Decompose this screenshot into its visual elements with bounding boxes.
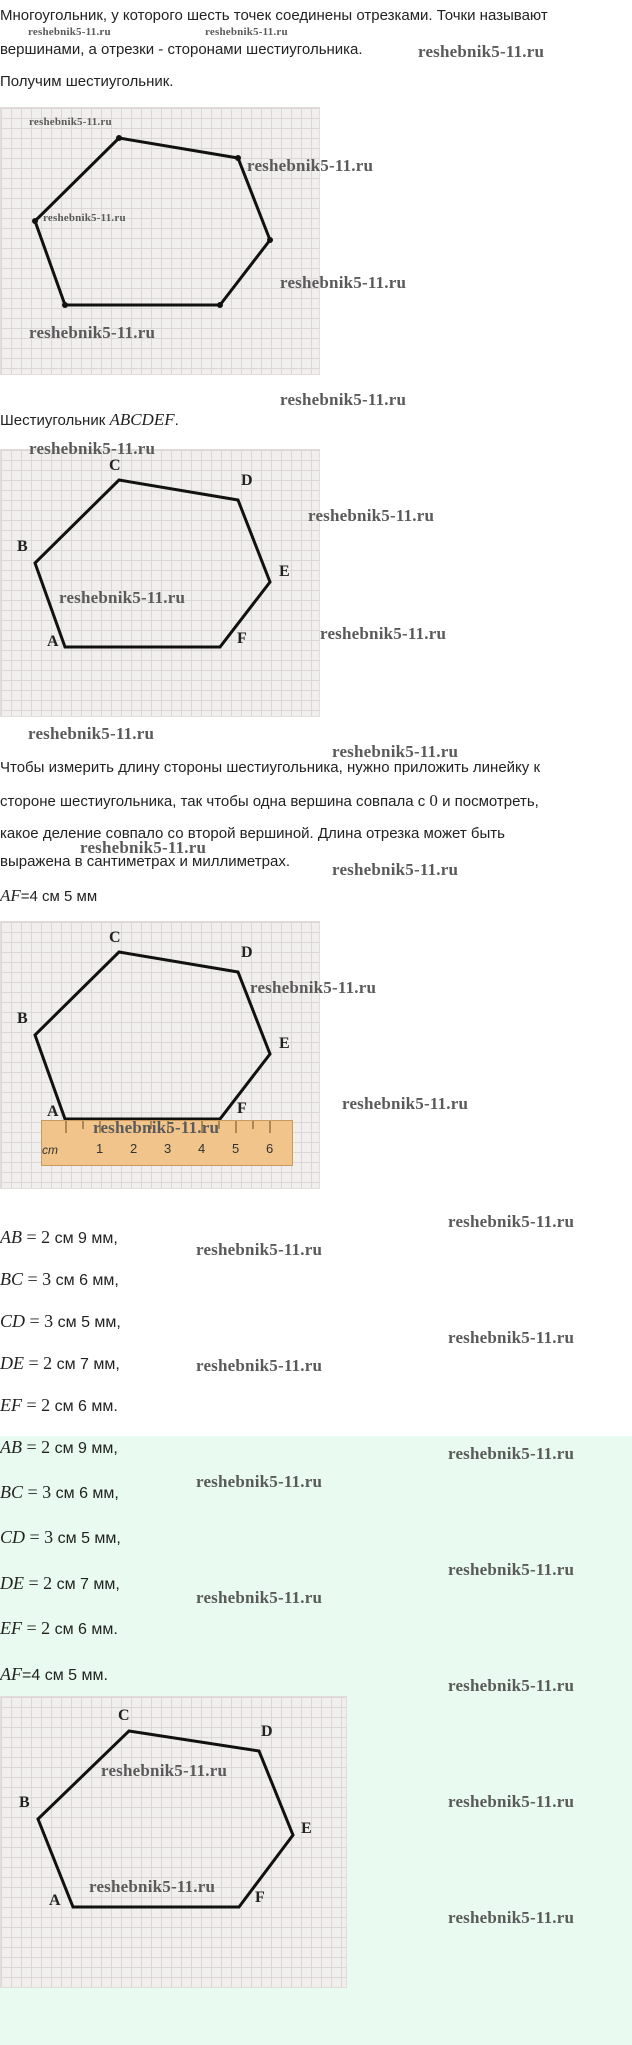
- segment-value: 2: [41, 1437, 51, 1457]
- hexagon-figure-answer: [0, 1696, 347, 1988]
- segment-name: AF: [0, 1664, 22, 1684]
- segment-unit: см 6 мм,: [51, 1485, 119, 1502]
- watermark: reshebnik5-11.ru: [59, 588, 186, 607]
- vertex-label-c: C: [109, 929, 121, 946]
- vertex-label-c: C: [118, 1707, 130, 1724]
- equals-sign: =: [25, 1527, 45, 1547]
- vertex-label-e: E: [279, 563, 290, 580]
- segment-unit: см 5 мм,: [53, 1314, 121, 1331]
- answer-row: [0, 1526, 121, 1550]
- segment-value: 2: [43, 1573, 53, 1593]
- watermark: reshebnik5-11.ru: [308, 506, 435, 525]
- segment-name: EF: [0, 1618, 22, 1638]
- watermark: reshebnik5-11.ru: [28, 26, 111, 38]
- segment-name: CD: [0, 1527, 26, 1547]
- measure-line-1: Чтобы измерить длину стороны шестиугольника, нужно приложить линейку к: [0, 759, 541, 776]
- equals-sign: =: [23, 1269, 43, 1289]
- vertex-label-e: E: [279, 1035, 290, 1052]
- watermark: reshebnik5-11.ru: [89, 1877, 216, 1896]
- watermark: reshebnik5-11.ru: [28, 724, 155, 743]
- measure-line-3: какое деление совпало со второй вершиной. Длина отрезка может быть: [0, 825, 505, 842]
- vertex-label-a: A: [47, 1103, 59, 1120]
- vertex-label-b: B: [17, 538, 28, 555]
- ruler-tick-label: 2: [130, 1141, 138, 1156]
- hexagon-drawing: [1, 1697, 346, 1987]
- measure-line-4: выражена в сантиметрах и миллиметрах.: [0, 853, 290, 870]
- watermark: reshebnik5-11.ru: [418, 42, 545, 61]
- vertex-label-d: D: [261, 1723, 273, 1740]
- ruler-tick-label: 3: [164, 1141, 172, 1156]
- segment-value: 3: [42, 1269, 52, 1289]
- result-row: [0, 1394, 118, 1418]
- ruler-tick-label: 4: [198, 1141, 206, 1156]
- vertex-label-a: A: [47, 633, 59, 650]
- segment-value: 3: [44, 1527, 54, 1547]
- watermark: reshebnik5-11.ru: [332, 742, 459, 761]
- answer-af-row: [0, 1663, 108, 1687]
- vertex-label-b: B: [17, 1010, 28, 1027]
- vertex-label-b: B: [19, 1794, 30, 1811]
- watermark: reshebnik5-11.ru: [205, 26, 288, 38]
- watermark: reshebnik5-11.ru: [342, 1094, 469, 1113]
- watermark: reshebnik5-11.ru: [196, 1240, 323, 1259]
- result-row: [0, 1352, 120, 1376]
- watermark: reshebnik5-11.ru: [247, 156, 374, 175]
- segment-name: DE: [0, 1573, 24, 1593]
- watermark: reshebnik5-11.ru: [448, 1212, 575, 1231]
- watermark: reshebnik5-11.ru: [332, 860, 459, 879]
- segment-name: AB: [0, 1437, 22, 1457]
- segment-value: 2: [41, 1395, 51, 1415]
- watermark: reshebnik5-11.ru: [101, 1761, 228, 1780]
- vertex-label-f: F: [237, 1100, 247, 1117]
- segment-unit: см 7 мм,: [52, 1576, 120, 1593]
- watermark: reshebnik5-11.ru: [448, 1444, 575, 1463]
- segment-name: BC: [0, 1269, 24, 1289]
- segment-unit: см 6 мм.: [50, 1398, 118, 1415]
- equals-sign: =: [24, 1573, 44, 1593]
- watermark: reshebnik5-11.ru: [320, 624, 447, 643]
- segment-unit: см 9 мм,: [50, 1230, 118, 1247]
- segment-value: 3: [42, 1482, 52, 1502]
- measure-zero: 0: [429, 791, 438, 810]
- watermark: reshebnik5-11.ru: [29, 116, 112, 128]
- watermark: reshebnik5-11.ru: [250, 978, 377, 997]
- segment-name: EF: [0, 1395, 22, 1415]
- watermark: reshebnik5-11.ru: [196, 1472, 323, 1491]
- vertex-label-f: F: [237, 630, 247, 647]
- vertex-label-c: C: [109, 457, 121, 474]
- hexagon-name-math: ABCDEF: [109, 410, 175, 429]
- result-row: [0, 1310, 121, 1334]
- watermark: reshebnik5-11.ru: [448, 1328, 575, 1347]
- segment-value: 2: [43, 1353, 53, 1373]
- measure-line-2: [0, 791, 539, 812]
- hexagon-figure-labeled: [0, 439, 320, 717]
- equals-sign: =: [22, 1618, 42, 1638]
- segment-name: BC: [0, 1482, 24, 1502]
- watermark: reshebnik5-11.ru: [93, 1118, 220, 1137]
- segment-unit: см 6 мм,: [51, 1272, 119, 1289]
- hexagon-name-line: [0, 410, 179, 431]
- watermark: reshebnik5-11.ru: [80, 838, 207, 857]
- answer-row: [0, 1617, 118, 1641]
- vertex-label-f: F: [255, 1889, 265, 1906]
- watermark: reshebnik5-11.ru: [448, 1908, 575, 1927]
- vertex-label-d: D: [241, 944, 253, 961]
- measure-line-2-pre: стороне шестиугольника, так чтобы одна вершина совпала с: [0, 793, 430, 810]
- answer-row: [0, 1572, 120, 1596]
- af-line-math: AF: [0, 886, 21, 905]
- hexagon-drawing: [1, 450, 319, 716]
- hexagon-figure-unlabeled: [0, 107, 320, 375]
- intro-line-2: вершинами, а отрезки - сторонами шестиугольника.: [0, 41, 363, 58]
- segment-name: CD: [0, 1311, 26, 1331]
- result-row: [0, 1226, 118, 1250]
- equals-sign: =: [22, 1395, 42, 1415]
- ruler-unit: cm: [42, 1143, 58, 1157]
- equals-sign: =: [24, 1353, 44, 1373]
- vertex-label-e: E: [301, 1820, 312, 1837]
- segment-name: DE: [0, 1353, 24, 1373]
- answer-row: [0, 1481, 119, 1505]
- ruler-tick-label: 6: [266, 1141, 274, 1156]
- watermark: reshebnik5-11.ru: [43, 212, 126, 224]
- segment-name: AB: [0, 1227, 22, 1247]
- watermark: reshebnik5-11.ru: [29, 323, 156, 342]
- segment-unit: см 9 мм,: [50, 1440, 118, 1457]
- equals-sign: =: [22, 1227, 42, 1247]
- ruler-tick-label: 1: [96, 1141, 104, 1156]
- watermark: reshebnik5-11.ru: [448, 1676, 575, 1695]
- watermark: reshebnik5-11.ru: [196, 1356, 323, 1375]
- segment-value: 3: [44, 1311, 54, 1331]
- equals-sign: =: [25, 1311, 45, 1331]
- segment-value: =4 см 5 мм.: [22, 1667, 108, 1684]
- watermark: reshebnik5-11.ru: [280, 390, 407, 409]
- watermark: reshebnik5-11.ru: [29, 439, 156, 458]
- af-line-value: =4 см 5 мм: [20, 888, 98, 905]
- result-row: [0, 1268, 119, 1292]
- vertex-label-a: A: [49, 1892, 61, 1909]
- segment-value: 2: [41, 1227, 51, 1247]
- watermark: reshebnik5-11.ru: [448, 1792, 575, 1811]
- vertex-label-d: D: [241, 472, 253, 489]
- equals-sign: =: [22, 1437, 42, 1457]
- equals-sign: =: [23, 1482, 43, 1502]
- hexagon-name-suffix: .: [174, 412, 179, 429]
- segment-unit: см 7 мм,: [52, 1356, 120, 1373]
- ruler-tick-label: 5: [232, 1141, 240, 1156]
- hexagon-name-prefix: Шестиугольник: [0, 412, 110, 429]
- watermark: reshebnik5-11.ru: [448, 1560, 575, 1579]
- hexagon-figure-ruler: [0, 921, 320, 1189]
- segment-value: 2: [41, 1618, 51, 1638]
- af-line: [0, 886, 97, 907]
- answer-row: [0, 1436, 118, 1460]
- watermark: reshebnik5-11.ru: [196, 1588, 323, 1607]
- intro-line-1: Многоугольник, у которого шесть точек соединены отрезками. Точки называют: [0, 7, 548, 24]
- segment-unit: см 6 мм.: [50, 1621, 118, 1638]
- get-hexagon-text: Получим шестиугольник.: [0, 73, 174, 90]
- segment-unit: см 5 мм,: [53, 1530, 121, 1547]
- measure-line-2-post: и посмотреть,: [437, 793, 539, 810]
- watermark: reshebnik5-11.ru: [280, 273, 407, 292]
